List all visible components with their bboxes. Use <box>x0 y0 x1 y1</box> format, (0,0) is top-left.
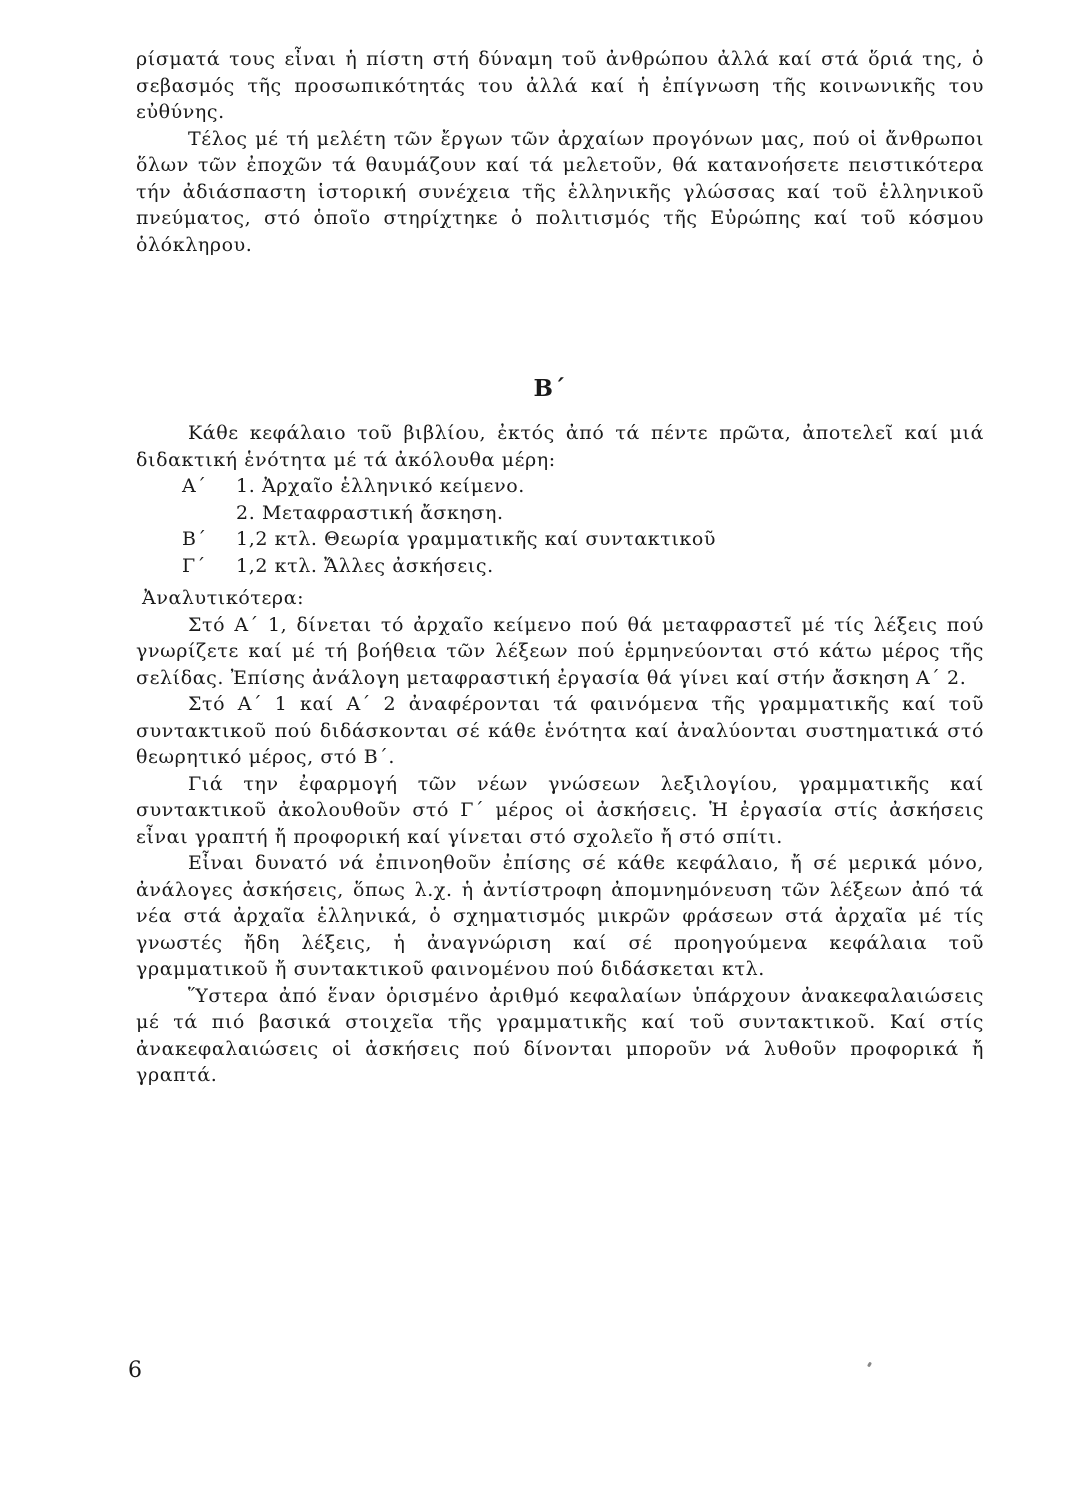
part-text: 2. Μεταφραστική ἄσκηση. <box>236 501 504 524</box>
parts-list-item <box>136 553 984 580</box>
parts-list-item <box>136 473 984 500</box>
part-label: Γ΄ <box>182 554 206 577</box>
parts-list-item <box>136 526 984 553</box>
scan-speck <box>867 1362 872 1368</box>
page-number: 6 <box>128 1358 142 1383</box>
part-text: 1. Ἀρχαῖο ἑλληνικό κείμενο. <box>236 475 525 497</box>
section-b-block <box>136 420 984 1089</box>
section-intro-paragraph: Κάθε κεφάλαιο τοῦ βιβλίου, ἐκτός ἀπό τά πέντε πρῶτα, ἀποτελεῖ καί μιά διδακτική ἑνότητα μέ τά ἀκόλουθα μέρη: <box>136 422 984 471</box>
analysis-paragraph-5: Ὕστερα ἀπό ἕναν ὁρισμένο ἀριθμό κεφαλαίων ὑπάρχουν ἀνακεφαλαιώσεις μέ τά πιό βασικά στοιχεῖα τῆς γραμματικῆς καί τοῦ συντακτικοῦ. Καί στίς ἀνακεφαλαιώσεις οἱ ἀσκήσεις πού δίνονται μποροῦν νά λυθοῦν προφορικά ἤ γραπτά. <box>136 984 984 1086</box>
intro-block <box>136 46 984 258</box>
part-text: 1,2 κτλ. Ἄλλες ἀσκήσεις. <box>236 554 494 577</box>
analysis-heading: Ἀναλυτικότερα: <box>142 587 305 609</box>
part-label: Α΄ <box>182 475 207 497</box>
analysis-paragraph-4: Εἶναι δυνατό νά ἐπινοηθοῦν ἐπίσης σέ κάθε κεφάλαιο, ἤ σέ μερικά μόνο, ἀνάλογες ἀσκήσεις, ὅπως λ.χ. ἡ ἀντίστροφη ἀπομνημόνευση τῶν λέξεων ἀπό τά νέα στά ἀρχαῖα ἑλληνικά, ὁ σχηματισμός μικρῶν φράσεων στά ἀρχαῖα μέ τίς γνωστές ἤδη λέξεις, ἡ ἀναγνώριση καί σέ προηγούμενα κεφάλαια τοῦ γραμματικοῦ ἤ συντακτικοῦ φαινομένου πού διδάσκεται κτλ. <box>136 852 984 980</box>
analysis-paragraph-2: Στό Α΄ 1 καί Α΄ 2 ἀναφέρονται τά φαινόμενα τῆς γραμματικῆς καί τοῦ συντακτικοῦ πού διδάσκονται σέ κάθε ἑνότητα καί ἀναλύονται συστηματικά στό θεωρητικό μέρος, στό Β΄. <box>136 693 984 768</box>
intro-paragraph-1: ρίσματά τους εἶναι ἡ πίστη στή δύναμη τοῦ ἀνθρώπου ἀλλά καί στά ὅριά της, ὁ σεβασμός τῆς προσωπικότητάς του ἀλλά καί ἡ ἐπίγνωση τῆς κοινωνικῆς του εὐθύνης. <box>136 48 984 123</box>
section-heading: Β΄ <box>533 375 567 402</box>
part-label: Β΄ <box>182 528 207 550</box>
analysis-paragraph-1: Στό Α΄ 1, δίνεται τό ἀρχαῖο κείμενο πού θά μεταφραστεῖ μέ τίς λέξεις πού γνωρίζετε καί μέ τή βοήθεια τῶν λέξεων πού ἑρμηνεύονται στό κάτω μέρος τῆς σελίδας. Ἐπίσης ἀνάλογη μεταφραστική ἐργασία θά γίνει καί στήν ἄσκηση Α΄ 2. <box>136 613 984 689</box>
part-text: 1,2 κτλ. Θεωρία γραμματικῆς καί συντακτικοῦ <box>236 528 717 550</box>
parts-list-item <box>136 500 984 527</box>
analysis-paragraph-3: Γιά την ἐφαρμογή τῶν νέων γνώσεων λεξιλογίου, γραμματικῆς καί συντακτικοῦ ἀκολουθοῦν στό Γ΄ μέρος οἱ ἀσκήσεις. Ἡ ἐργασία στίς ἀσκήσεις εἶναι γραπτή ἤ προφορική καί γίνεται στό σχολεῖο ἤ στό σπίτι. <box>136 772 984 848</box>
intro-paragraph-2: Τέλος μέ τή μελέτη τῶν ἔργων τῶν ἀρχαίων προγόνων μας, πού οἱ ἄνθρωποι ὅλων τῶν ἐποχῶν τά θαυμάζουν καί τά μελετοῦν, θά κατανοήσετε πειστικότερα τήν ἀδιάσπαστη ἱστορική συνέχεια τῆς ἑλληνικῆς γλώσσας καί τοῦ ἑλληνικοῦ πνεύματος, στό ὁποῖο στηρίχτηκε ὁ πολιτισμός τῆς Εὐρώπης καί τοῦ κόσμου ὁλόκληρου. <box>136 127 984 256</box>
parts-list <box>136 473 984 579</box>
